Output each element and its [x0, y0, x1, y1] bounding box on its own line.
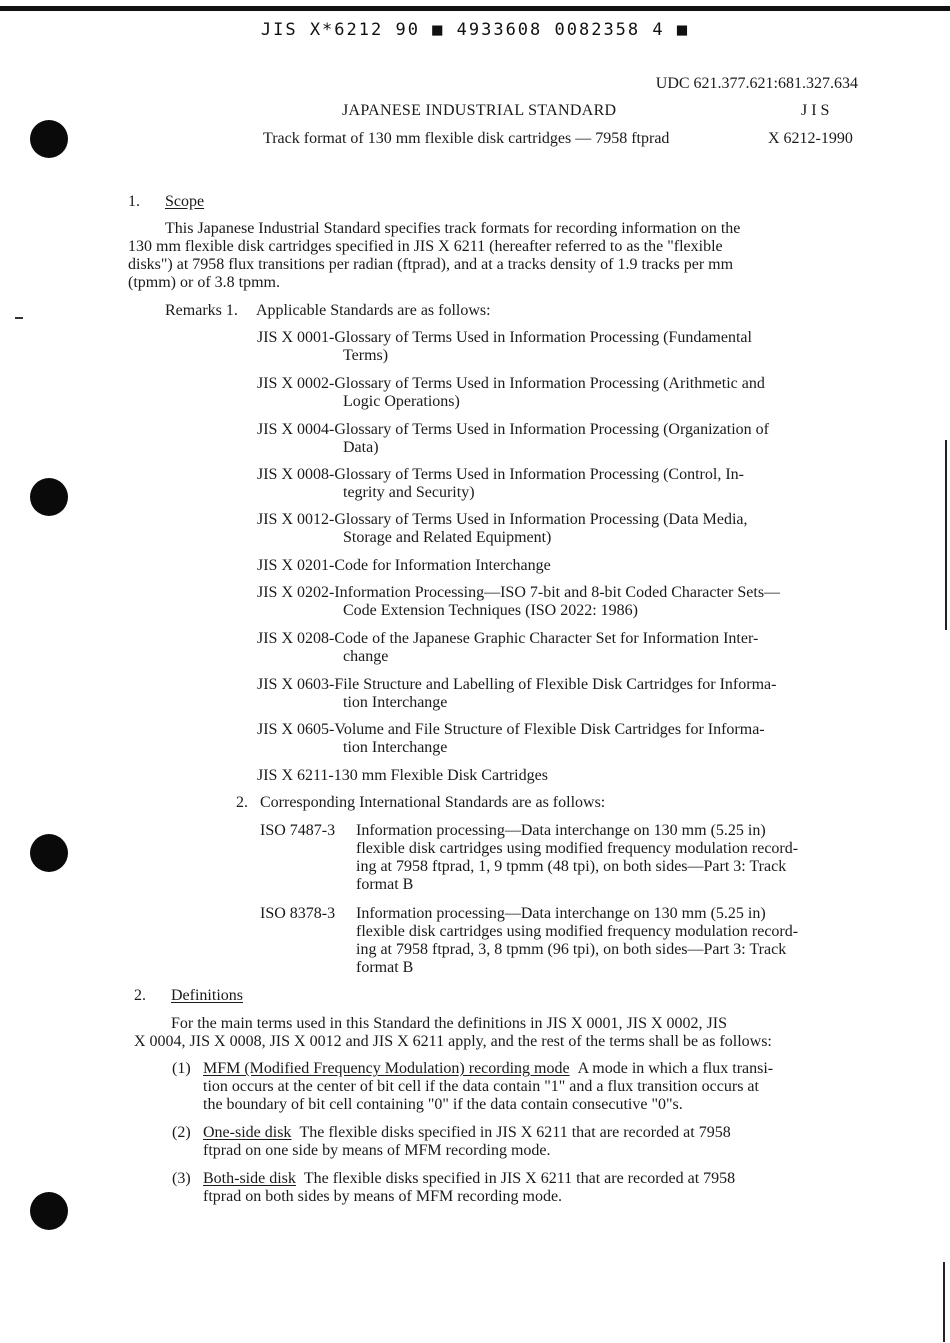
scan-top-border	[0, 6, 950, 11]
iso-code: ISO 7487-3	[260, 822, 336, 839]
definition-number: (1)	[172, 1060, 191, 1077]
definition-text: The flexible disks specified in JIS X 6211 that are recorded at 7958	[299, 1124, 731, 1141]
definition-mfm	[203, 1060, 863, 1114]
iso-line: Information processing—Data interchange on 130 mm (5.25 in)	[356, 905, 766, 922]
definition-term: Both-side disk	[203, 1170, 296, 1187]
reference-code: JIS X 6211-	[257, 767, 334, 784]
definition-term: One-side disk	[203, 1124, 292, 1141]
right-margin-line	[945, 440, 947, 630]
definition-number: (2)	[172, 1124, 191, 1141]
reference-code: JIS X 0001-	[257, 329, 335, 346]
reference-item	[257, 329, 852, 365]
definitions-intro-2: X 0004, JIS X 0008, JIS X 0012 and JIS X 6211 apply, and the rest of the terms shall be as follows:	[134, 1033, 772, 1050]
reference-code: JIS X 0002-	[257, 375, 335, 392]
reference-title-cont: tegrity and Security)	[343, 484, 475, 501]
section-1-number: 1.	[128, 193, 140, 210]
reference-title: Glossary of Terms Used in Information Processing (Data Media,	[334, 511, 748, 528]
remarks-1-text: Applicable Standards are as follows:	[256, 302, 491, 319]
definition-both-side-disk	[203, 1170, 863, 1206]
iso-line: format B	[356, 959, 414, 976]
reference-item	[257, 375, 852, 411]
reference-title: Glossary of Terms Used in Information Processing (Fundamental	[334, 329, 752, 346]
definition-one-side-disk	[203, 1124, 863, 1160]
udc-number: UDC 621.377.621:681.327.634	[655, 75, 858, 92]
reference-title: Glossary of Terms Used in Information Processing (Control, In-	[334, 466, 744, 483]
barcode-header-line: JIS X*6212 90 ■ 4933608 0082358 4 ■	[260, 20, 690, 40]
reference-title-cont: Data)	[343, 439, 379, 456]
reference-title: File Structure and Labelling of Flexible Disk Cartridges for Informa-	[334, 676, 777, 693]
definition-text: ftprad on both sides by means of MFM recording mode.	[203, 1188, 563, 1205]
punch-hole-3	[30, 834, 68, 872]
reference-item	[257, 511, 852, 547]
reference-code: JIS X 0603-	[257, 676, 335, 693]
remarks-2-number: 2.	[236, 794, 248, 811]
reference-title-cont: tion Interchange	[343, 694, 448, 711]
iso-code: ISO 8378-3	[260, 905, 336, 922]
reference-title-cont: tion Interchange	[343, 739, 448, 756]
reference-title-cont: Terms)	[343, 347, 389, 364]
section-2-number: 2.	[134, 987, 146, 1004]
reference-code: JIS X 0201-	[257, 557, 335, 574]
punch-hole-2	[30, 478, 68, 516]
scope-line-1: This Japanese Industrial Standard specifies track formats for recording information on the	[165, 220, 741, 237]
right-margin-line-bottom	[943, 1262, 945, 1342]
reference-title-cont: Logic Operations)	[343, 393, 460, 410]
iso-line: format B	[356, 876, 414, 893]
definitions-intro-1: For the main terms used in this Standard the definitions in JIS X 0001, JIS X 0002, JIS	[171, 1015, 727, 1032]
reference-code: JIS X 0008-	[257, 466, 335, 483]
reference-title-cont: change	[343, 648, 389, 665]
reference-item	[257, 421, 852, 457]
reference-code: JIS X 0202-	[257, 584, 335, 601]
scope-line-4: (tpmm) or of 3.8 tpmm.	[128, 274, 280, 291]
section-1-heading: Scope	[165, 193, 205, 210]
reference-item	[257, 676, 852, 712]
reference-title: Volume and File Structure of Flexible Disk Cartridges for Informa-	[334, 721, 765, 738]
scope-line-3: disks") at 7958 flux transitions per radian (ftprad), and at a tracks density of 1.9 tracks per mm	[128, 256, 734, 273]
remarks-label: Remarks 1.	[165, 302, 238, 319]
iso-line: ing at 7958 ftprad, 3, 8 tpmm (96 tpi), on both sides—Part 3: Track	[356, 941, 787, 958]
reference-title: 130 mm Flexible Disk Cartridges	[333, 767, 548, 784]
document-title: Track format of 130 mm flexible disk cartridges — 7958 ftprad	[263, 130, 670, 147]
remarks-2-text: Corresponding International Standards are as follows:	[260, 794, 606, 811]
reference-title-cont: Code Extension Techniques (ISO 2022: 1986)	[343, 602, 638, 619]
reference-code: JIS X 0208-	[257, 630, 335, 647]
definition-text: A mode in which a flux transi-	[577, 1060, 774, 1077]
reference-title: Information Processing—ISO 7-bit and 8-bit Coded Character Sets—	[334, 584, 781, 601]
reference-title-cont: Storage and Related Equipment)	[343, 529, 552, 546]
definition-text: The flexible disks specified in JIS X 6211 that are recorded at 7958	[303, 1170, 736, 1187]
reference-title: Code for Information Interchange	[334, 557, 551, 574]
reference-code: JIS X 0004-	[257, 421, 335, 438]
reference-title: Glossary of Terms Used in Information Processing (Organization of	[334, 421, 769, 438]
definition-text: tion occurs at the center of bit cell if the data contain "1" and a flux transition occurs at	[203, 1078, 759, 1095]
iso-line: flexible disk cartridges using modified frequency modulation record-	[356, 840, 799, 857]
jis-label: J I S	[801, 102, 830, 119]
standard-type: JAPANESE INDUSTRIAL STANDARD	[342, 102, 617, 119]
punch-hole-4	[30, 1192, 68, 1230]
section-2-heading: Definitions	[171, 987, 243, 1004]
iso-line: ing at 7958 ftprad, 1, 9 tpmm (48 tpi), on both sides—Part 3: Track	[356, 858, 787, 875]
standard-number: X 6212-1990	[768, 130, 853, 147]
margin-mark	[15, 317, 23, 319]
iso-line: flexible disk cartridges using modified frequency modulation record-	[356, 923, 799, 940]
reference-item	[257, 767, 852, 785]
definition-number: (3)	[172, 1170, 191, 1187]
iso-line: Information processing—Data interchange on 130 mm (5.25 in)	[356, 822, 766, 839]
iso-description	[356, 822, 864, 894]
definition-text: the boundary of bit cell containing "0" if the data contain consecutive "0"s.	[203, 1096, 683, 1113]
reference-item	[257, 466, 852, 502]
scope-line-2: 130 mm flexible disk cartridges specified in JIS X 6211 (hereafter referred to as the "flexible	[128, 238, 723, 255]
reference-item	[257, 721, 852, 757]
reference-title: Code of the Japanese Graphic Character Set for Information Inter-	[334, 630, 759, 647]
reference-code: JIS X 0012-	[257, 511, 335, 528]
reference-item	[257, 584, 852, 620]
iso-description	[356, 905, 864, 977]
reference-title: Glossary of Terms Used in Information Processing (Arithmetic and	[334, 375, 765, 392]
reference-item	[257, 557, 852, 575]
definition-text: ftprad on one side by means of MFM recording mode.	[203, 1142, 551, 1159]
definition-term: MFM (Modified Frequency Modulation) recording mode	[203, 1060, 570, 1077]
punch-hole-1	[30, 120, 68, 158]
reference-item	[257, 630, 852, 666]
reference-code: JIS X 0605-	[257, 721, 335, 738]
